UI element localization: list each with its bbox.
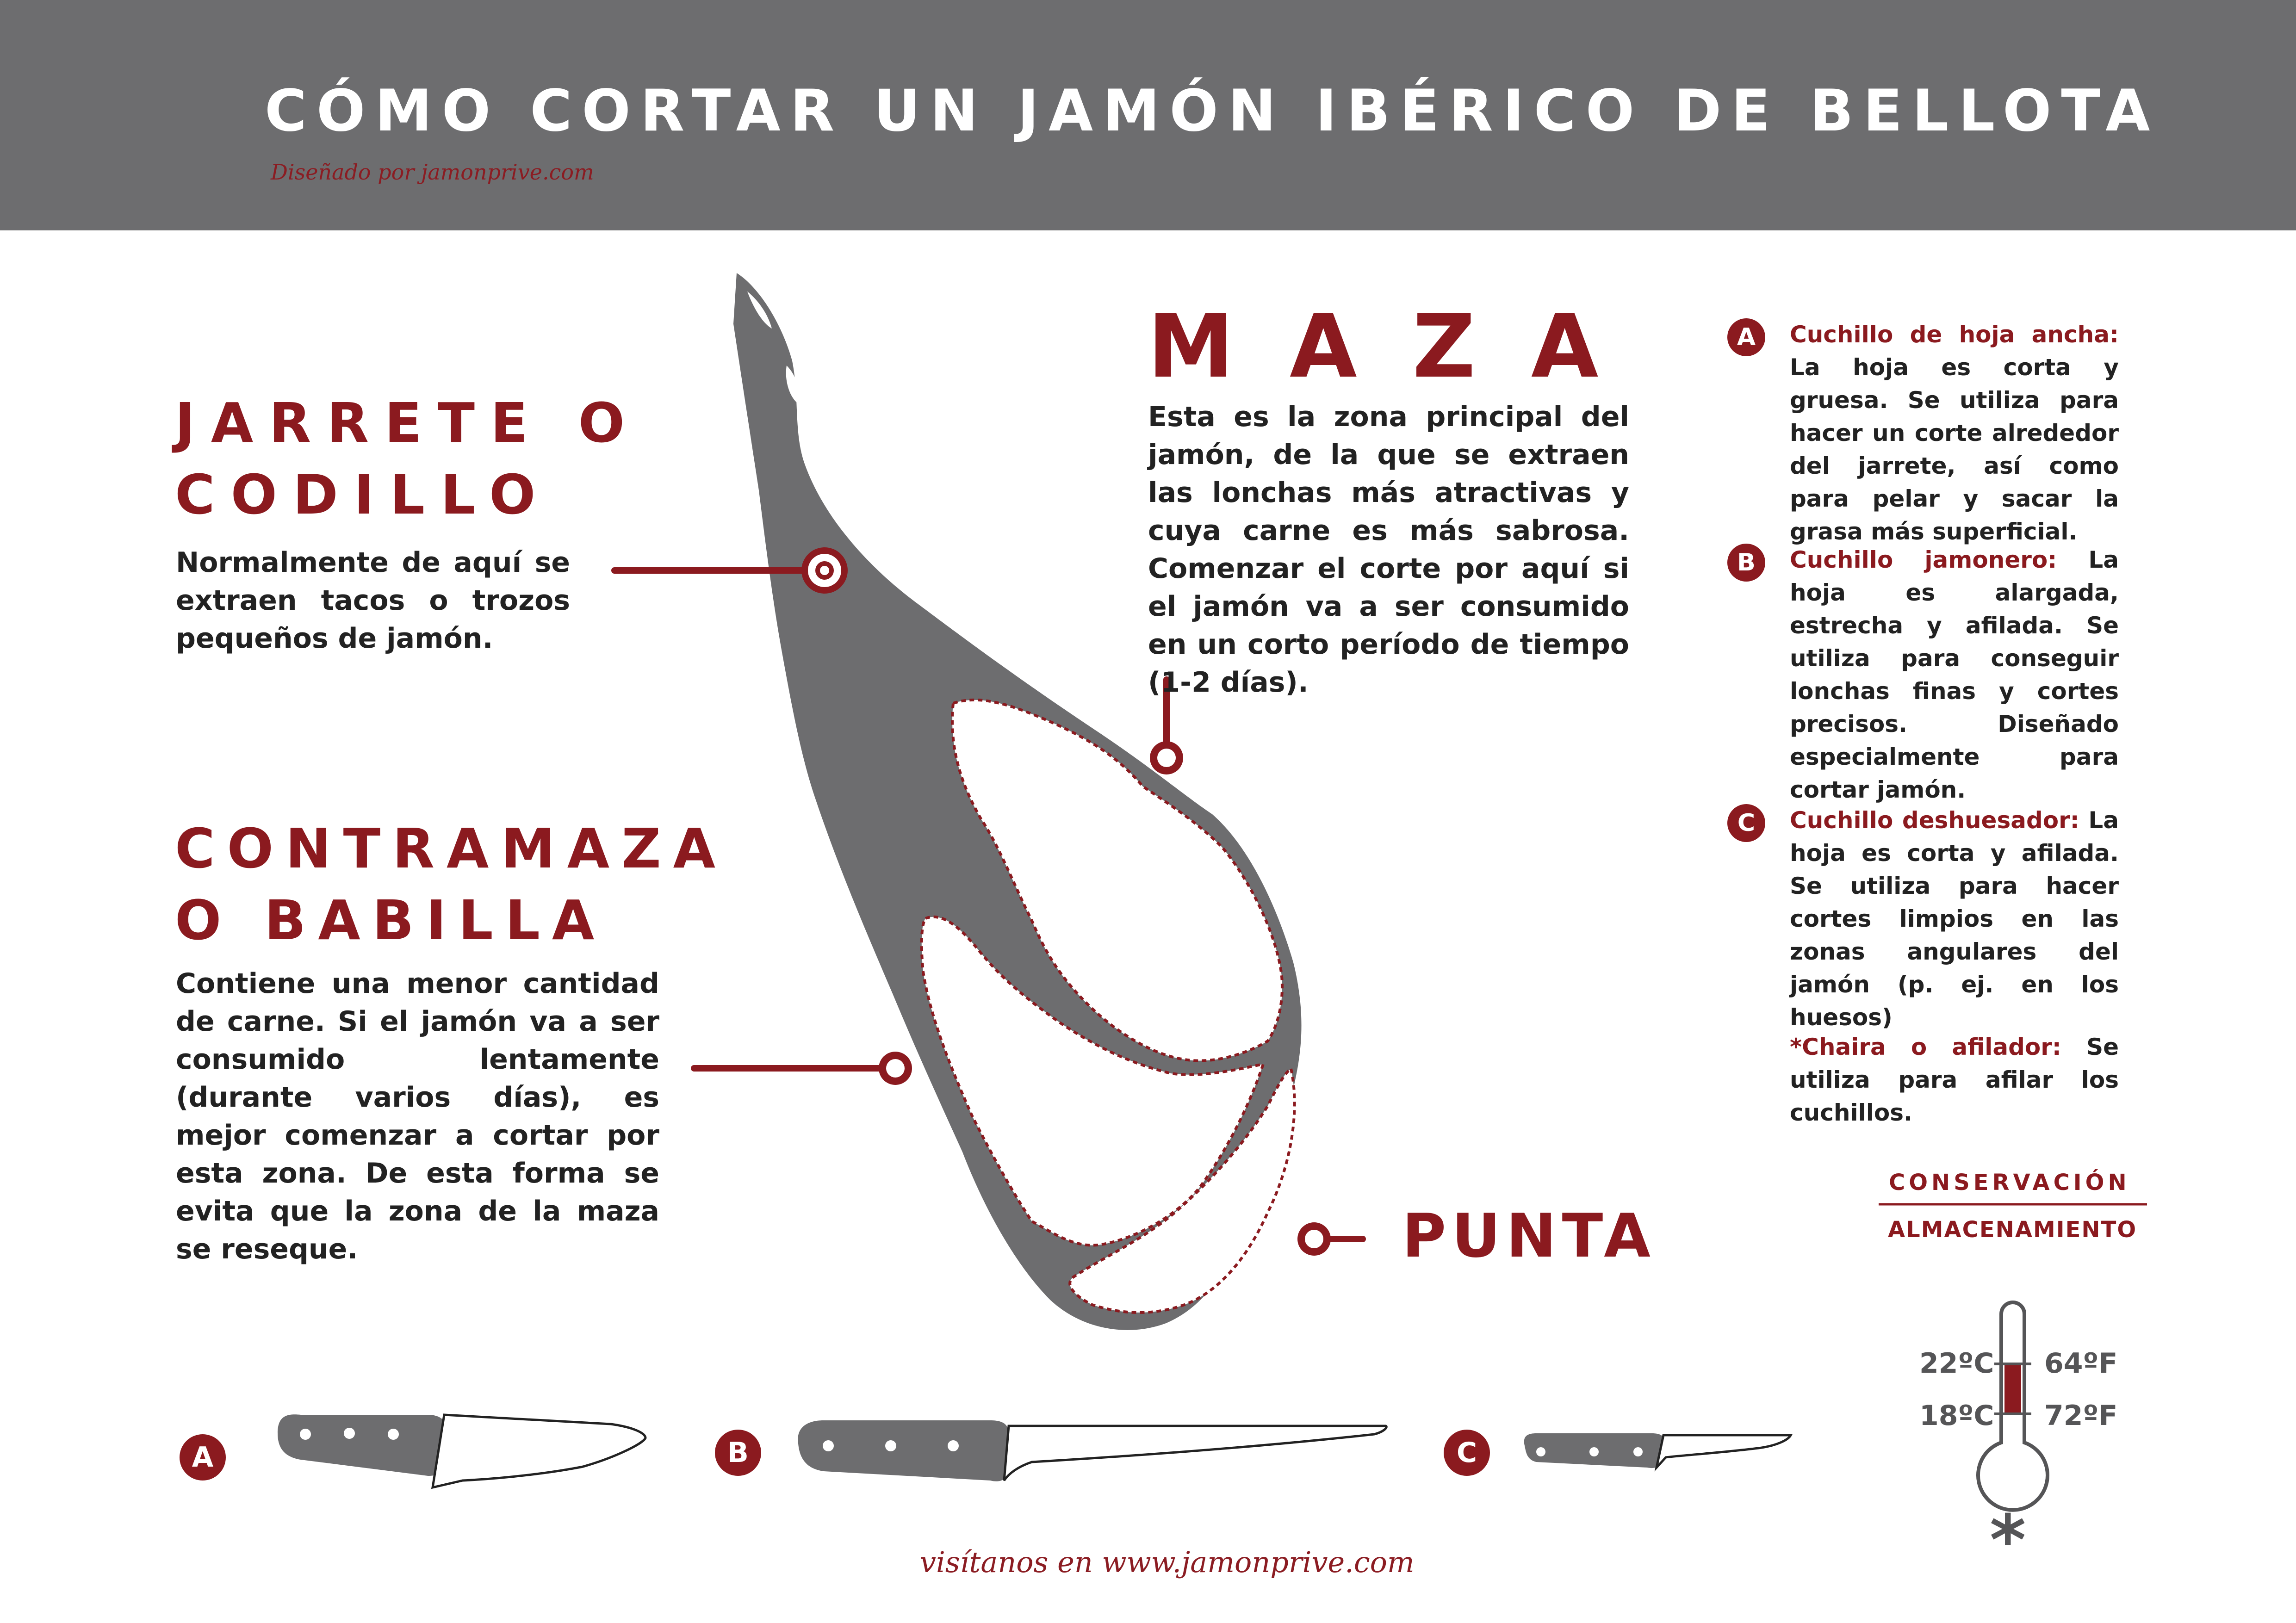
- jarrete-title-line2: CODILLO: [175, 463, 552, 527]
- asterisk-icon: *: [1990, 1500, 2026, 1581]
- knife-c-description: [1790, 804, 2119, 1034]
- knife-b-bottom-badge: B: [715, 1430, 761, 1476]
- conservation-subtitle: ALMACENAMIENTO: [1888, 1217, 2137, 1243]
- knife-a-badge: A: [1727, 318, 1765, 356]
- jarrete-text: Normalmente de aquí se extraen tacos o trozos pequeños de jamón.: [176, 546, 570, 655]
- sharpener-description: [1790, 1031, 2119, 1129]
- knife-c-name: Cuchillo deshuesador:: [1790, 807, 2079, 834]
- conservation-title: CONSERVACIÓN: [1889, 1170, 2130, 1196]
- designer-credit: Diseñado por jamonprive.com: [271, 160, 594, 185]
- knife-b-badge: B: [1727, 544, 1765, 582]
- contramaza-text: Contiene una menor cantidad de carne. Si el jamón va a ser consumido lentamente (durante varios días), es mejor comenzar a cortar por esta zona. De esta forma se evita que la zona de la maza se reseque.: [176, 967, 659, 1265]
- knife-b-description: [1790, 544, 2119, 806]
- temp-fahrenheit-high: 64ºF: [2044, 1347, 2118, 1380]
- contramaza-title-line2: O BABILLA: [175, 888, 607, 952]
- contramaza-title-line1: CONTRAMAZA: [175, 817, 727, 880]
- knife-b-desc: La hoja es alargada, estrecha y afilada. Se utiliza para conseguir lonchas finas y cortes precisos. Diseñado especialmente para cortar jamón.: [1790, 546, 2119, 803]
- knife-c-badge: C: [1727, 804, 1765, 842]
- sharpener-name: *Chaira o afilador:: [1790, 1034, 2061, 1060]
- page-title: CÓMO CORTAR UN JAMÓN IBÉRICO DE BELLOTA: [265, 78, 2160, 144]
- knife-b-name: Cuchillo jamonero:: [1790, 546, 2057, 573]
- sharpener-desc: Se utiliza para afilar los cuchillos.: [1790, 1034, 2119, 1126]
- jarrete-title-line1: JARRETE O: [175, 391, 641, 455]
- knife-a-description: [1790, 318, 2119, 548]
- maza-title: MAZA: [1148, 296, 1654, 397]
- temp-celsius-high: 22ºC: [1919, 1347, 1994, 1380]
- knife-c-bottom-badge: C: [1444, 1430, 1490, 1476]
- knife-a-desc: La hoja es corta y gruesa. Se utiliza para hacer un corte alrededor del jarrete, así como para pelar y sacar la grasa más superficial.: [1790, 354, 2119, 545]
- footer-link[interactable]: visítanos en www.jamonprive.com: [920, 1545, 1415, 1579]
- temp-fahrenheit-low: 72ºF: [2044, 1400, 2118, 1432]
- punta-title: PUNTA: [1402, 1201, 1656, 1271]
- knife-c-desc: La hoja es corta y afilada. Se utiliza para hacer cortes limpios en las zonas angulares del jamón (p. ej. en los huesos): [1790, 807, 2119, 1031]
- knife-a-name: Cuchillo de hoja ancha:: [1790, 321, 2119, 348]
- knife-a-bottom-badge: A: [180, 1434, 226, 1481]
- temp-celsius-low: 18ºC: [1919, 1400, 1994, 1432]
- maza-text: Esta es la zona principal del jamón, de la que se extraen las lonchas más atractivas y cuya carne es más sabrosa. Comenzar el corte por aquí si el jamón va a ser consumido en un corto período de tiempo (1-2 días).: [1148, 401, 1629, 699]
